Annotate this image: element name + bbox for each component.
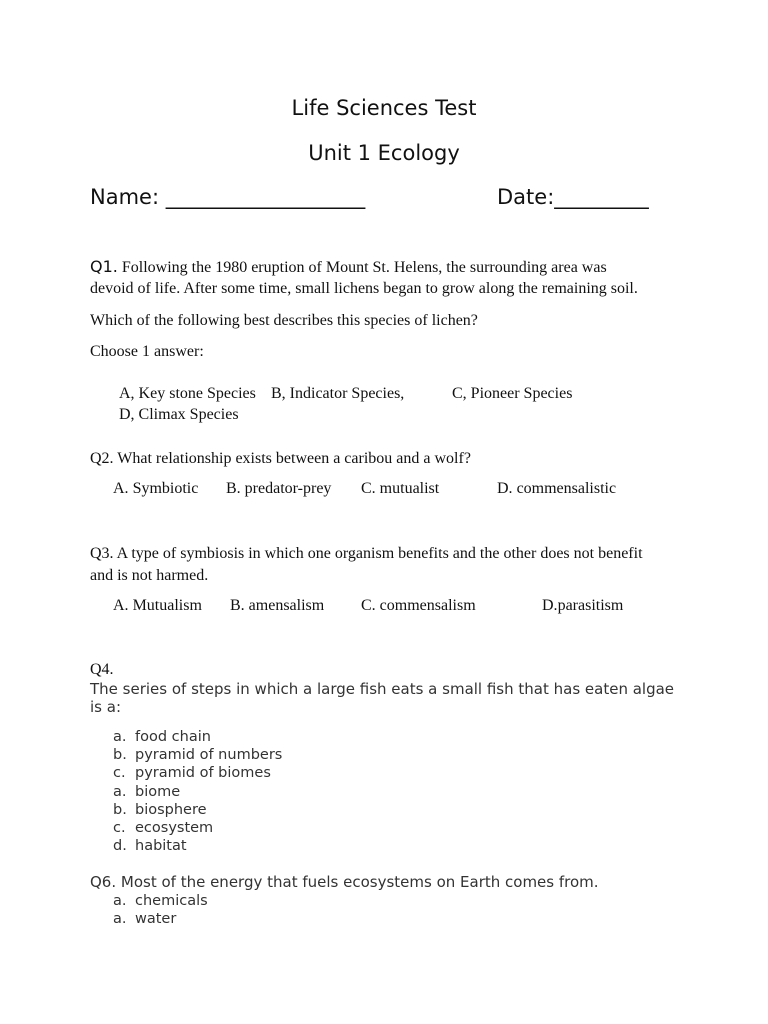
option-letter: a. <box>113 729 127 745</box>
q4-label: Q4. <box>90 661 114 678</box>
q6-options-list <box>113 892 208 928</box>
option-text: biome <box>135 783 181 800</box>
option-text: pyramid of biomes <box>135 765 271 782</box>
q4-option[interactable] <box>113 801 282 819</box>
q4-option[interactable] <box>113 764 282 782</box>
q2-option-c[interactable] <box>361 480 439 498</box>
q6-text: Q6. Most of the energy that fuels ecosystems on Earth comes from. <box>90 873 599 891</box>
q2-option-a[interactable] <box>113 480 198 498</box>
q3-text-line1: Q3. A type of symbiosis in which one organism benefits and the other does not benefit <box>90 545 643 562</box>
option-letter: b. <box>113 747 127 764</box>
option-letter: a. <box>113 911 127 928</box>
date-field-label: Date:_________ <box>497 185 649 209</box>
option-text: amensalism <box>248 597 325 614</box>
option-letter: d. <box>113 838 127 855</box>
page-title: Life Sciences Test <box>291 96 477 120</box>
option-letter: C. <box>361 597 376 614</box>
option-letter: B. <box>226 480 241 497</box>
page-subtitle: Unit 1 Ecology <box>308 141 460 165</box>
option-text: Symbiotic <box>132 480 199 497</box>
option-letter: D. <box>542 597 558 614</box>
q6-option[interactable] <box>113 910 208 928</box>
option-letter: D. <box>497 480 513 497</box>
q4-option[interactable] <box>113 728 282 746</box>
option-text: ecosystem <box>135 819 214 836</box>
q2-option-d[interactable] <box>497 480 616 498</box>
option-text: Mutualism <box>132 597 202 614</box>
q6-option[interactable] <box>113 892 208 910</box>
option-letter: A. <box>113 480 129 497</box>
option-text: water <box>135 911 177 928</box>
option-letter: C. <box>361 480 376 497</box>
name-field-label: Name: ___________________ <box>90 185 366 209</box>
q1-prompt: Which of the following best describes this species of lichen? <box>90 312 478 329</box>
q1-text: Following the 1980 eruption of Mount St. Helens, the surrounding area was <box>121 259 607 276</box>
q4-option[interactable] <box>113 783 282 801</box>
q1-option-d[interactable]: D, Climax Species <box>119 406 239 423</box>
q1-option-c[interactable]: C, Pioneer Species <box>452 385 573 402</box>
q3-text-line2: and is not harmed. <box>90 567 209 584</box>
q1-option-a[interactable]: A, Key stone Species <box>119 385 256 402</box>
q3-option-d[interactable] <box>542 597 623 615</box>
option-text: parasitism <box>557 597 624 614</box>
option-text: commensalism <box>379 597 476 614</box>
option-letter: a. <box>113 783 127 800</box>
q3-option-a[interactable] <box>113 597 202 615</box>
q4-text-line2: is a: <box>90 698 121 716</box>
q4-text-line1: The series of steps in which a large fish eats a small fish that has eaten algae <box>90 680 675 698</box>
q4-option[interactable] <box>113 819 282 837</box>
option-text: commensalistic <box>516 480 617 497</box>
option-text: biosphere <box>135 801 207 818</box>
q3-option-c[interactable] <box>361 597 476 615</box>
option-letter: c. <box>113 765 126 782</box>
q1-text-line1 <box>90 256 607 279</box>
option-text: food chain <box>135 729 211 745</box>
option-letter: b. <box>113 801 127 818</box>
q3-option-b[interactable] <box>230 597 324 615</box>
q2-option-b[interactable] <box>226 480 331 498</box>
option-letter: a. <box>113 893 127 909</box>
option-text: pyramid of numbers <box>135 747 283 764</box>
option-text: mutualist <box>379 480 440 497</box>
option-text: chemicals <box>135 893 208 909</box>
q4-option[interactable] <box>113 837 282 855</box>
q1-instruction: Choose 1 answer: <box>90 343 204 360</box>
q4-options-list <box>113 728 282 855</box>
q1-text-line2: devoid of life. After some time, small lichens began to grow along the remaining soil. <box>90 280 638 297</box>
option-text: predator-prey <box>244 480 332 497</box>
q1-option-b[interactable]: B, Indicator Species, <box>271 385 405 402</box>
q2-text: Q2. What relationship exists between a caribou and a wolf? <box>90 450 471 467</box>
option-letter: c. <box>113 819 126 836</box>
q1-label: Q1. <box>90 257 118 276</box>
q4-option[interactable] <box>113 746 282 764</box>
option-letter: A. <box>113 597 129 614</box>
option-letter: B. <box>230 597 245 614</box>
option-text: habitat <box>135 838 187 855</box>
